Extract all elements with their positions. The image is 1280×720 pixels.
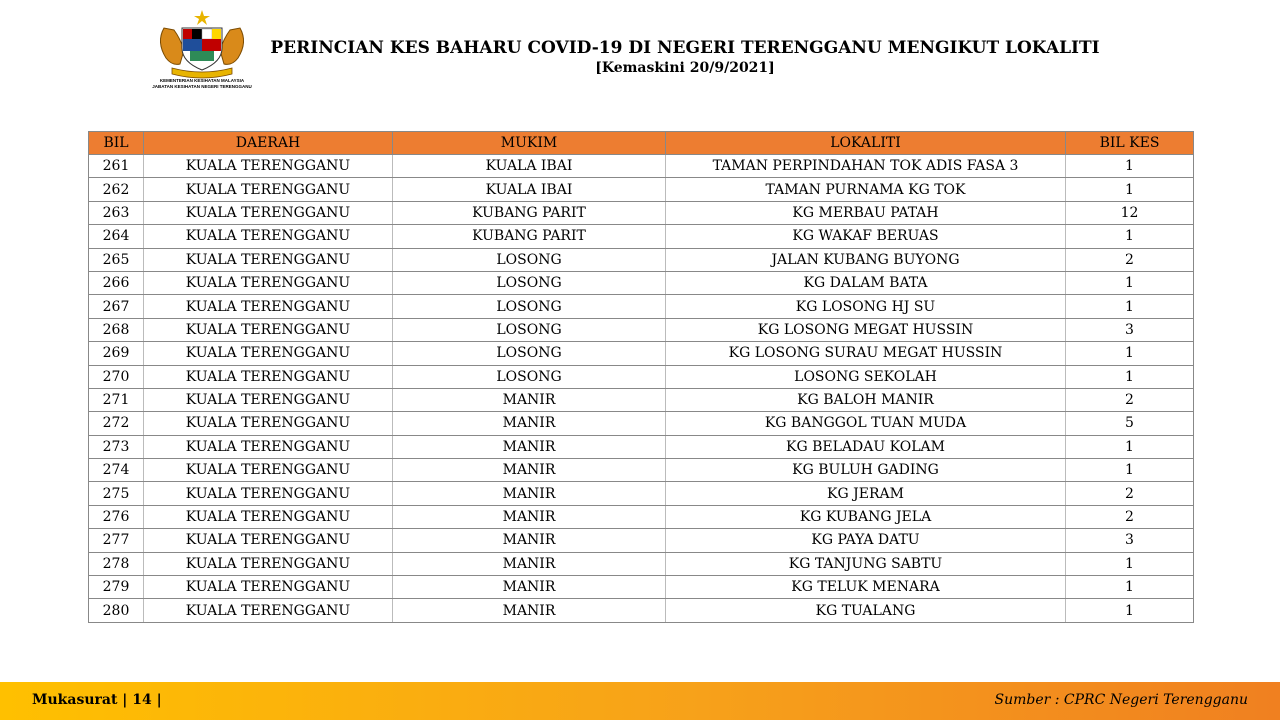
table-row: [89, 225, 1194, 248]
cell-bil-kes: 5: [1066, 412, 1194, 435]
cases-table: [88, 131, 1194, 623]
cell-bil: 266: [89, 271, 144, 294]
logo-caption: [150, 78, 254, 90]
cell-bil: 267: [89, 295, 144, 318]
table-header-row: [89, 132, 1194, 155]
cell-lokaliti: KG TELUK MENARA: [666, 576, 1066, 599]
cell-lokaliti: LOSONG SEKOLAH: [666, 365, 1066, 388]
cell-mukim: MANIR: [393, 552, 666, 575]
logo-caption-ministry: KEMENTERIAN KESIHATAN MALAYSIA: [159, 78, 245, 83]
table-row: [89, 529, 1194, 552]
cell-lokaliti: TAMAN PERPINDAHAN TOK ADIS FASA 3: [666, 155, 1066, 178]
cell-lokaliti: KG LOSONG SURAU MEGAT HUSSIN: [666, 342, 1066, 365]
cell-bil: 274: [89, 459, 144, 482]
cell-bil-kes: 2: [1066, 505, 1194, 528]
table-row: [89, 178, 1194, 201]
cell-lokaliti: JALAN KUBANG BUYONG: [666, 248, 1066, 271]
table-row: [89, 599, 1194, 622]
table-row: [89, 482, 1194, 505]
column-header-daerah: DAERAH: [144, 132, 393, 155]
cell-bil-kes: 12: [1066, 201, 1194, 224]
cell-bil: 262: [89, 178, 144, 201]
table-row: [89, 552, 1194, 575]
cell-lokaliti: KG MERBAU PATAH: [666, 201, 1066, 224]
cell-bil: 278: [89, 552, 144, 575]
cell-bil-kes: 3: [1066, 529, 1194, 552]
table-body: [89, 155, 1194, 623]
cell-daerah: KUALA TERENGGANU: [144, 318, 393, 341]
cell-bil: 276: [89, 505, 144, 528]
cell-daerah: KUALA TERENGGANU: [144, 482, 393, 505]
cell-bil: 272: [89, 412, 144, 435]
table-row: [89, 318, 1194, 341]
cell-bil-kes: 2: [1066, 388, 1194, 411]
cell-bil-kes: 1: [1066, 552, 1194, 575]
cell-lokaliti: KG BALOH MANIR: [666, 388, 1066, 411]
cell-bil: 261: [89, 155, 144, 178]
cell-daerah: KUALA TERENGGANU: [144, 388, 393, 411]
cell-bil-kes: 2: [1066, 248, 1194, 271]
cell-bil: 271: [89, 388, 144, 411]
cell-bil: 263: [89, 201, 144, 224]
cell-bil: 279: [89, 576, 144, 599]
cell-lokaliti: KG JERAM: [666, 482, 1066, 505]
column-header-bil-kes: BIL KES: [1066, 132, 1194, 155]
cell-bil: 280: [89, 599, 144, 622]
table-row: [89, 342, 1194, 365]
table-row: [89, 459, 1194, 482]
cell-daerah: KUALA TERENGGANU: [144, 576, 393, 599]
cell-daerah: KUALA TERENGGANU: [144, 505, 393, 528]
footer-bar: [0, 682, 1280, 720]
cell-daerah: KUALA TERENGGANU: [144, 225, 393, 248]
cell-mukim: KUALA IBAI: [393, 178, 666, 201]
cell-bil-kes: 2: [1066, 482, 1194, 505]
cell-bil-kes: 1: [1066, 459, 1194, 482]
cell-lokaliti: KG KUBANG JELA: [666, 505, 1066, 528]
cell-mukim: LOSONG: [393, 318, 666, 341]
cell-bil-kes: 1: [1066, 435, 1194, 458]
table-row: [89, 365, 1194, 388]
cell-lokaliti: KG BANGGOL TUAN MUDA: [666, 412, 1066, 435]
page-number: Mukasurat | 14 |: [32, 692, 162, 708]
cell-mukim: KUBANG PARIT: [393, 225, 666, 248]
cell-lokaliti: KG PAYA DATU: [666, 529, 1066, 552]
cell-mukim: MANIR: [393, 412, 666, 435]
cell-bil: 264: [89, 225, 144, 248]
cell-mukim: MANIR: [393, 529, 666, 552]
cell-bil-kes: 1: [1066, 365, 1194, 388]
cell-mukim: KUALA IBAI: [393, 155, 666, 178]
cell-mukim: LOSONG: [393, 271, 666, 294]
cell-bil-kes: 1: [1066, 225, 1194, 248]
cell-mukim: LOSONG: [393, 365, 666, 388]
cell-daerah: KUALA TERENGGANU: [144, 459, 393, 482]
cell-lokaliti: KG BULUH GADING: [666, 459, 1066, 482]
table-row: [89, 155, 1194, 178]
cell-lokaliti: KG LOSONG HJ SU: [666, 295, 1066, 318]
cell-lokaliti: KG DALAM BATA: [666, 271, 1066, 294]
cell-bil: 265: [89, 248, 144, 271]
cell-daerah: KUALA TERENGGANU: [144, 178, 393, 201]
cell-mukim: MANIR: [393, 599, 666, 622]
cell-bil: 268: [89, 318, 144, 341]
cell-daerah: KUALA TERENGGANU: [144, 552, 393, 575]
cell-lokaliti: KG WAKAF BERUAS: [666, 225, 1066, 248]
cell-bil: 269: [89, 342, 144, 365]
table-row: [89, 576, 1194, 599]
table-row: [89, 388, 1194, 411]
column-header-lokaliti: LOKALITI: [666, 132, 1066, 155]
cell-bil-kes: 3: [1066, 318, 1194, 341]
cell-bil: 270: [89, 365, 144, 388]
cell-bil-kes: 1: [1066, 576, 1194, 599]
cell-daerah: KUALA TERENGGANU: [144, 201, 393, 224]
cell-mukim: MANIR: [393, 482, 666, 505]
cell-mukim: MANIR: [393, 435, 666, 458]
cell-daerah: KUALA TERENGGANU: [144, 412, 393, 435]
table-row: [89, 295, 1194, 318]
cell-lokaliti: KG LOSONG MEGAT HUSSIN: [666, 318, 1066, 341]
cell-lokaliti: TAMAN PURNAMA KG TOK: [666, 178, 1066, 201]
logo-caption-department: JABATAN KESIHATAN NEGERI TERENGGANU: [152, 84, 252, 89]
cell-bil: 275: [89, 482, 144, 505]
cell-mukim: KUBANG PARIT: [393, 201, 666, 224]
cell-bil-kes: 1: [1066, 599, 1194, 622]
cell-daerah: KUALA TERENGGANU: [144, 248, 393, 271]
cell-daerah: KUALA TERENGGANU: [144, 155, 393, 178]
page-title: PERINCIAN KES BAHARU COVID-19 DI NEGERI TERENGGANU MENGIKUT LOKALITI: [270, 38, 1100, 58]
cell-daerah: KUALA TERENGGANU: [144, 599, 393, 622]
page-subtitle: [Kemaskini 20/9/2021]: [595, 60, 775, 76]
cell-daerah: KUALA TERENGGANU: [144, 271, 393, 294]
cell-mukim: MANIR: [393, 459, 666, 482]
cell-bil-kes: 1: [1066, 295, 1194, 318]
cell-mukim: LOSONG: [393, 248, 666, 271]
table-row: [89, 201, 1194, 224]
column-header-mukim: MUKIM: [393, 132, 666, 155]
cell-bil-kes: 1: [1066, 155, 1194, 178]
column-header-bil: BIL: [89, 132, 144, 155]
cell-daerah: KUALA TERENGGANU: [144, 435, 393, 458]
cell-mukim: LOSONG: [393, 342, 666, 365]
table-row: [89, 505, 1194, 528]
cell-lokaliti: KG TANJUNG SABTU: [666, 552, 1066, 575]
table-row: [89, 412, 1194, 435]
cell-lokaliti: KG BELADAU KOLAM: [666, 435, 1066, 458]
cell-daerah: KUALA TERENGGANU: [144, 529, 393, 552]
cell-daerah: KUALA TERENGGANU: [144, 365, 393, 388]
cell-lokaliti: KG TUALANG: [666, 599, 1066, 622]
cell-daerah: KUALA TERENGGANU: [144, 342, 393, 365]
table-row: [89, 248, 1194, 271]
cell-mukim: MANIR: [393, 505, 666, 528]
cell-bil-kes: 1: [1066, 271, 1194, 294]
cell-daerah: KUALA TERENGGANU: [144, 295, 393, 318]
cell-mukim: LOSONG: [393, 295, 666, 318]
cell-mukim: MANIR: [393, 388, 666, 411]
table-row: [89, 435, 1194, 458]
cell-mukim: MANIR: [393, 576, 666, 599]
table-row: [89, 271, 1194, 294]
cell-bil: 273: [89, 435, 144, 458]
cell-bil: 277: [89, 529, 144, 552]
cell-bil-kes: 1: [1066, 178, 1194, 201]
cell-bil-kes: 1: [1066, 342, 1194, 365]
source-note: Sumber : CPRC Negeri Terengganu: [994, 692, 1248, 708]
